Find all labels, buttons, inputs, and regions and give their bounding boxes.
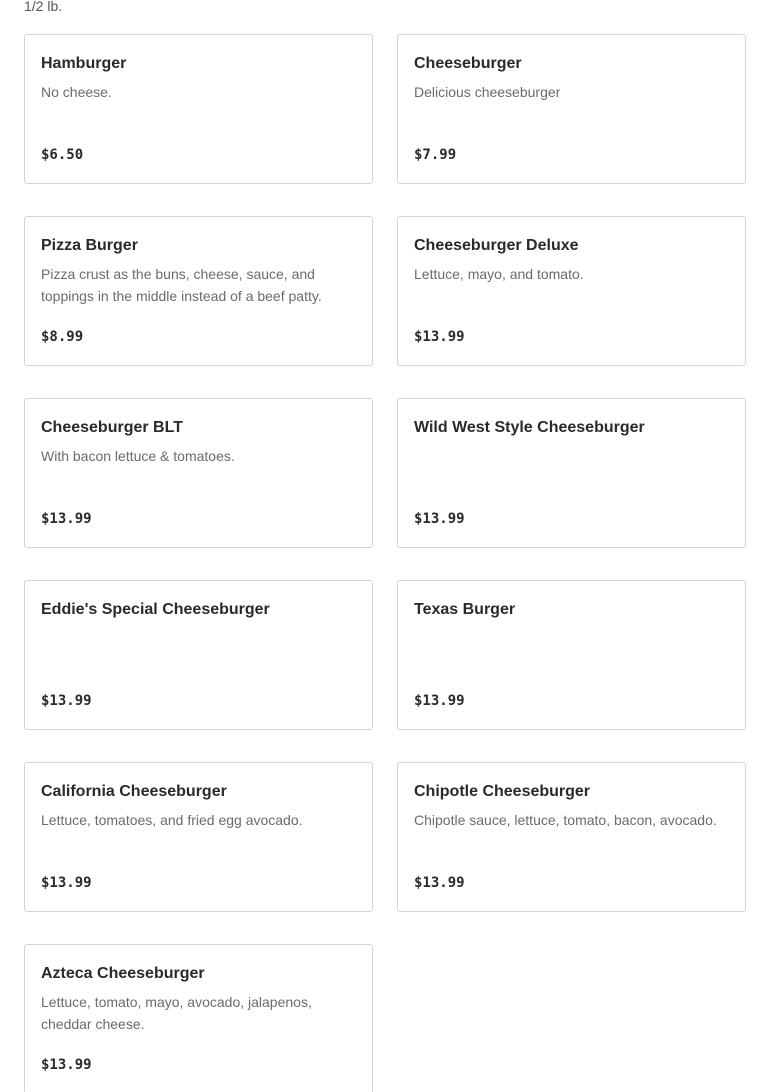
menu-item-name: Hamburger bbox=[41, 55, 127, 72]
menu-item-description: Chipotle sauce, lettuce, tomato, bacon, avocado. bbox=[414, 812, 717, 828]
menu-item-description: Pizza crust as the buns, cheese, sauce, and toppings in the middle instead of a beef patty. bbox=[41, 266, 322, 304]
menu-item-price: $6.50 bbox=[41, 147, 84, 163]
menu-item-price: $13.99 bbox=[414, 329, 465, 345]
menu-item-description: Lettuce, tomatoes, and fried egg avocado. bbox=[41, 812, 303, 828]
menu-item-card[interactable] bbox=[397, 216, 746, 366]
menu-item-price: $13.99 bbox=[414, 511, 465, 527]
menu-item-name: Pizza Burger bbox=[41, 237, 138, 254]
menu-item-grid bbox=[24, 34, 746, 1092]
menu-item-price: $13.99 bbox=[41, 693, 92, 709]
menu-item-name: Azteca Cheeseburger bbox=[41, 965, 205, 982]
menu-item-price: $13.99 bbox=[41, 511, 92, 527]
menu-item-description: Delicious cheeseburger bbox=[414, 84, 561, 100]
menu-item-card[interactable] bbox=[24, 216, 373, 366]
menu-item-name: Cheeseburger bbox=[414, 55, 522, 72]
menu-item-price: $13.99 bbox=[414, 875, 465, 891]
menu-item-card[interactable] bbox=[397, 762, 746, 912]
menu-item-description: With bacon lettuce & tomatoes. bbox=[41, 448, 235, 464]
menu-item-description: No cheese. bbox=[41, 84, 112, 100]
menu-item-name: Texas Burger bbox=[414, 601, 516, 618]
menu-item-card[interactable] bbox=[397, 580, 746, 730]
menu-item-card[interactable] bbox=[24, 944, 373, 1092]
menu-item-name: Chipotle Cheeseburger bbox=[414, 783, 591, 800]
menu-item-card[interactable] bbox=[397, 398, 746, 548]
menu-item-price: $13.99 bbox=[41, 1057, 92, 1073]
menu-item-price: $13.99 bbox=[41, 875, 92, 891]
menu-item-price: $13.99 bbox=[414, 693, 465, 709]
menu-item-description: Lettuce, mayo, and tomato. bbox=[414, 266, 584, 282]
menu-item-card[interactable] bbox=[24, 398, 373, 548]
menu-item-name: California Cheeseburger bbox=[41, 783, 227, 800]
section-note: 1/2 lb. bbox=[24, 0, 63, 14]
menu-item-name: Eddie's Special Cheeseburger bbox=[41, 601, 270, 618]
menu-item-description: Lettuce, tomato, mayo, avocado, jalapenos, cheddar cheese. bbox=[41, 994, 312, 1032]
menu-item-card[interactable] bbox=[24, 34, 373, 184]
menu-item-name: Cheeseburger BLT bbox=[41, 419, 183, 436]
menu-item-card[interactable] bbox=[24, 762, 373, 912]
menu-item-name: Cheeseburger Deluxe bbox=[414, 237, 579, 254]
menu-item-name: Wild West Style Cheeseburger bbox=[414, 419, 645, 436]
menu-item-card[interactable] bbox=[24, 580, 373, 730]
menu-item-price: $7.99 bbox=[414, 147, 457, 163]
menu-item-price: $8.99 bbox=[41, 329, 84, 345]
menu-item-card[interactable] bbox=[397, 34, 746, 184]
